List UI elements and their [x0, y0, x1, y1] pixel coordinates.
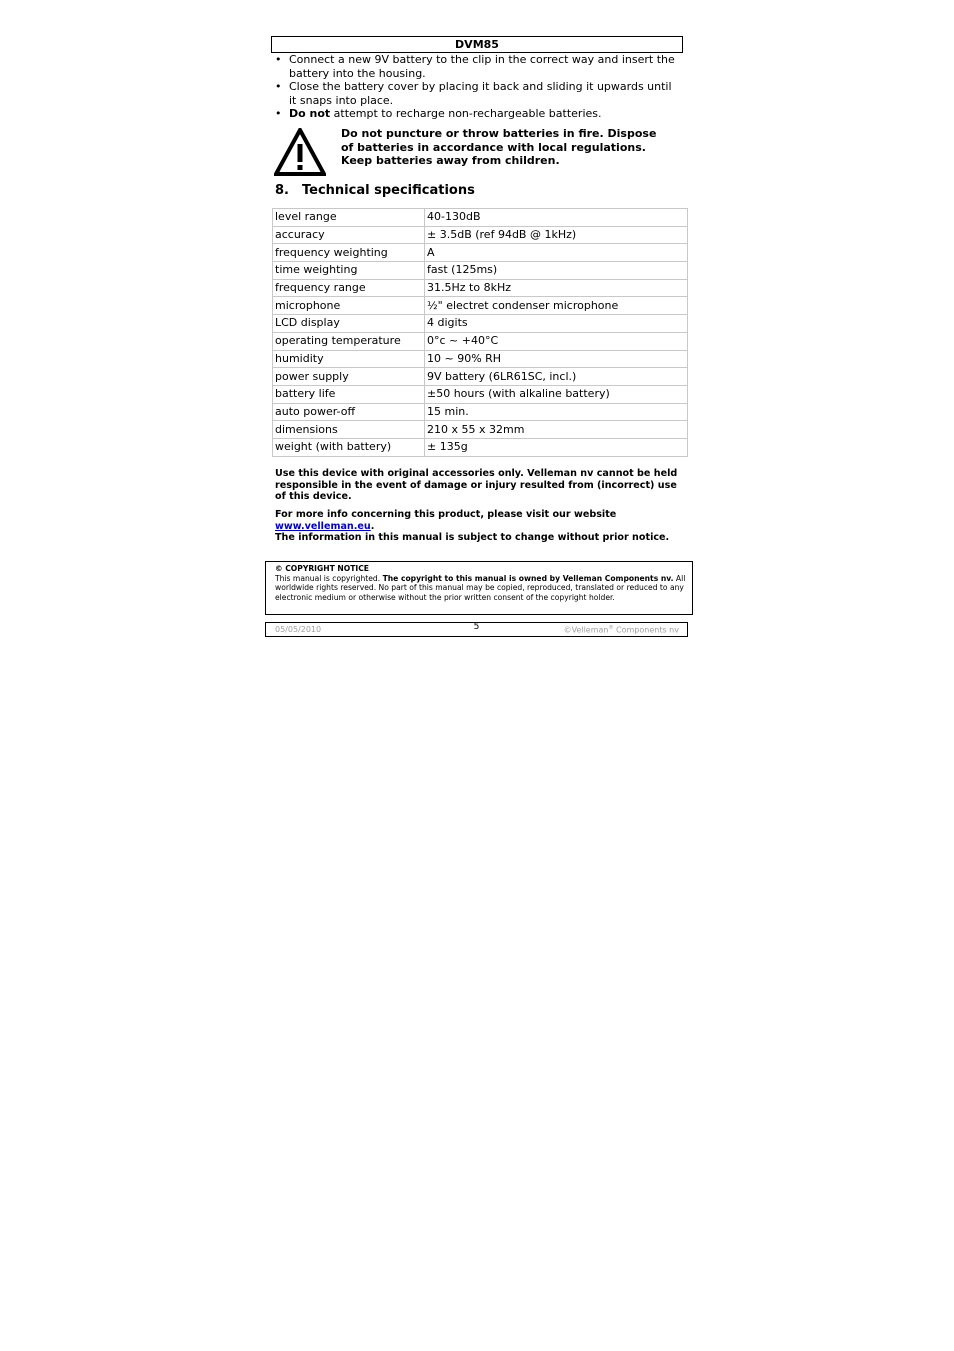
instruction-list	[275, 53, 675, 121]
spec-value: ± 3.5dB (ref 94dB @ 1kHz)	[425, 226, 688, 244]
spec-value: 15 min.	[425, 403, 688, 421]
spec-value: 4 digits	[425, 315, 688, 333]
table-row	[273, 385, 688, 403]
spec-label: dimensions	[273, 421, 425, 439]
spec-value: ½" electret condenser microphone	[425, 297, 688, 315]
info-note: For more info concerning this product, please visit our website www.velleman.eu. The information in this manual is subject to change without prior notice.	[275, 509, 670, 543]
footer-date: 05/05/2010	[275, 625, 322, 634]
section-title: Technical specifications	[302, 183, 475, 198]
spec-label: frequency weighting	[273, 244, 425, 262]
table-row	[273, 244, 688, 262]
table-row	[273, 209, 688, 227]
copyright-title: © COPYRIGHT NOTICE	[275, 564, 369, 573]
table-row	[273, 297, 688, 315]
change-notice: The information in this manual is subject to change without prior notice.	[275, 532, 670, 543]
page-number: 5	[473, 622, 480, 632]
spec-label: frequency range	[273, 279, 425, 297]
spec-label: level range	[273, 209, 425, 227]
table-row	[273, 368, 688, 386]
spec-value: A	[425, 244, 688, 262]
copyright-notice: © COPYRIGHT NOTICE This manual is copyrighted. The copyright to this manual is owned by Velleman Components nv. All worldwide rights reserved. No part of this manual may be copied, reproduced, translated or reduced to any electronic medium or otherwise without the prior written consent of the copyright holder.	[265, 561, 693, 615]
battery-warning: Do not puncture or throw batteries in fire. Dispose of batteries in accordance with local regulations. Keep batteries away from children.	[341, 127, 657, 168]
spec-label: auto power-off	[273, 403, 425, 421]
spec-value: fast (125ms)	[425, 262, 688, 280]
footer-brand: ©Velleman® Components nv	[563, 625, 679, 635]
table-row	[273, 438, 688, 456]
accessories-note: Use this device with original accessories only. Velleman nv cannot be held responsible in the event of damage or injury resulted from (incorrect) use of this device.	[275, 468, 678, 502]
list-item: • Connect a new 9V battery to the clip in the correct way and insert the battery into the housing.	[275, 53, 675, 80]
spec-label: power supply	[273, 368, 425, 386]
table-row	[273, 279, 688, 297]
bullet-icon: •	[275, 80, 282, 94]
spec-value: 10 ~ 90% RH	[425, 350, 688, 368]
list-item: • Do not attempt to recharge non-rechargeable batteries.	[275, 107, 602, 121]
table-row	[273, 350, 688, 368]
section-heading	[275, 183, 475, 198]
more-info-text: For more info concerning this product, please visit our website	[275, 509, 617, 520]
spec-value: 40-130dB	[425, 209, 688, 227]
table-row	[273, 332, 688, 350]
list-item: • Close the battery cover by placing it back and sliding it upwards until it snaps into place.	[275, 80, 672, 107]
spec-value: 9V battery (6LR61SC, incl.)	[425, 368, 688, 386]
spec-label: humidity	[273, 350, 425, 368]
spec-label: weight (with battery)	[273, 438, 425, 456]
table-row	[273, 226, 688, 244]
website-link[interactable]: www.velleman.eu	[275, 520, 371, 532]
spec-table	[272, 208, 688, 457]
document-header	[271, 36, 683, 53]
warning-triangle-icon	[274, 128, 326, 176]
spec-value: 31.5Hz to 8kHz	[425, 279, 688, 297]
spec-label: microphone	[273, 297, 425, 315]
table-row	[273, 421, 688, 439]
spec-value: ±50 hours (with alkaline battery)	[425, 385, 688, 403]
spec-label: operating temperature	[273, 332, 425, 350]
spec-value: 0°c ~ +40°C	[425, 332, 688, 350]
spec-value: 210 x 55 x 32mm	[425, 421, 688, 439]
spec-label: time weighting	[273, 262, 425, 280]
table-row	[273, 403, 688, 421]
spec-label: battery life	[273, 385, 425, 403]
page-footer	[265, 622, 688, 637]
spec-value: ± 135g	[425, 438, 688, 456]
bullet-icon: •	[275, 107, 282, 121]
bullet-icon: •	[275, 53, 282, 66]
section-number: 8.	[275, 183, 289, 198]
model-title: DVM85	[455, 38, 499, 51]
spec-label: accuracy	[273, 226, 425, 244]
spec-label: LCD display	[273, 315, 425, 333]
table-row	[273, 262, 688, 280]
table-row	[273, 315, 688, 333]
